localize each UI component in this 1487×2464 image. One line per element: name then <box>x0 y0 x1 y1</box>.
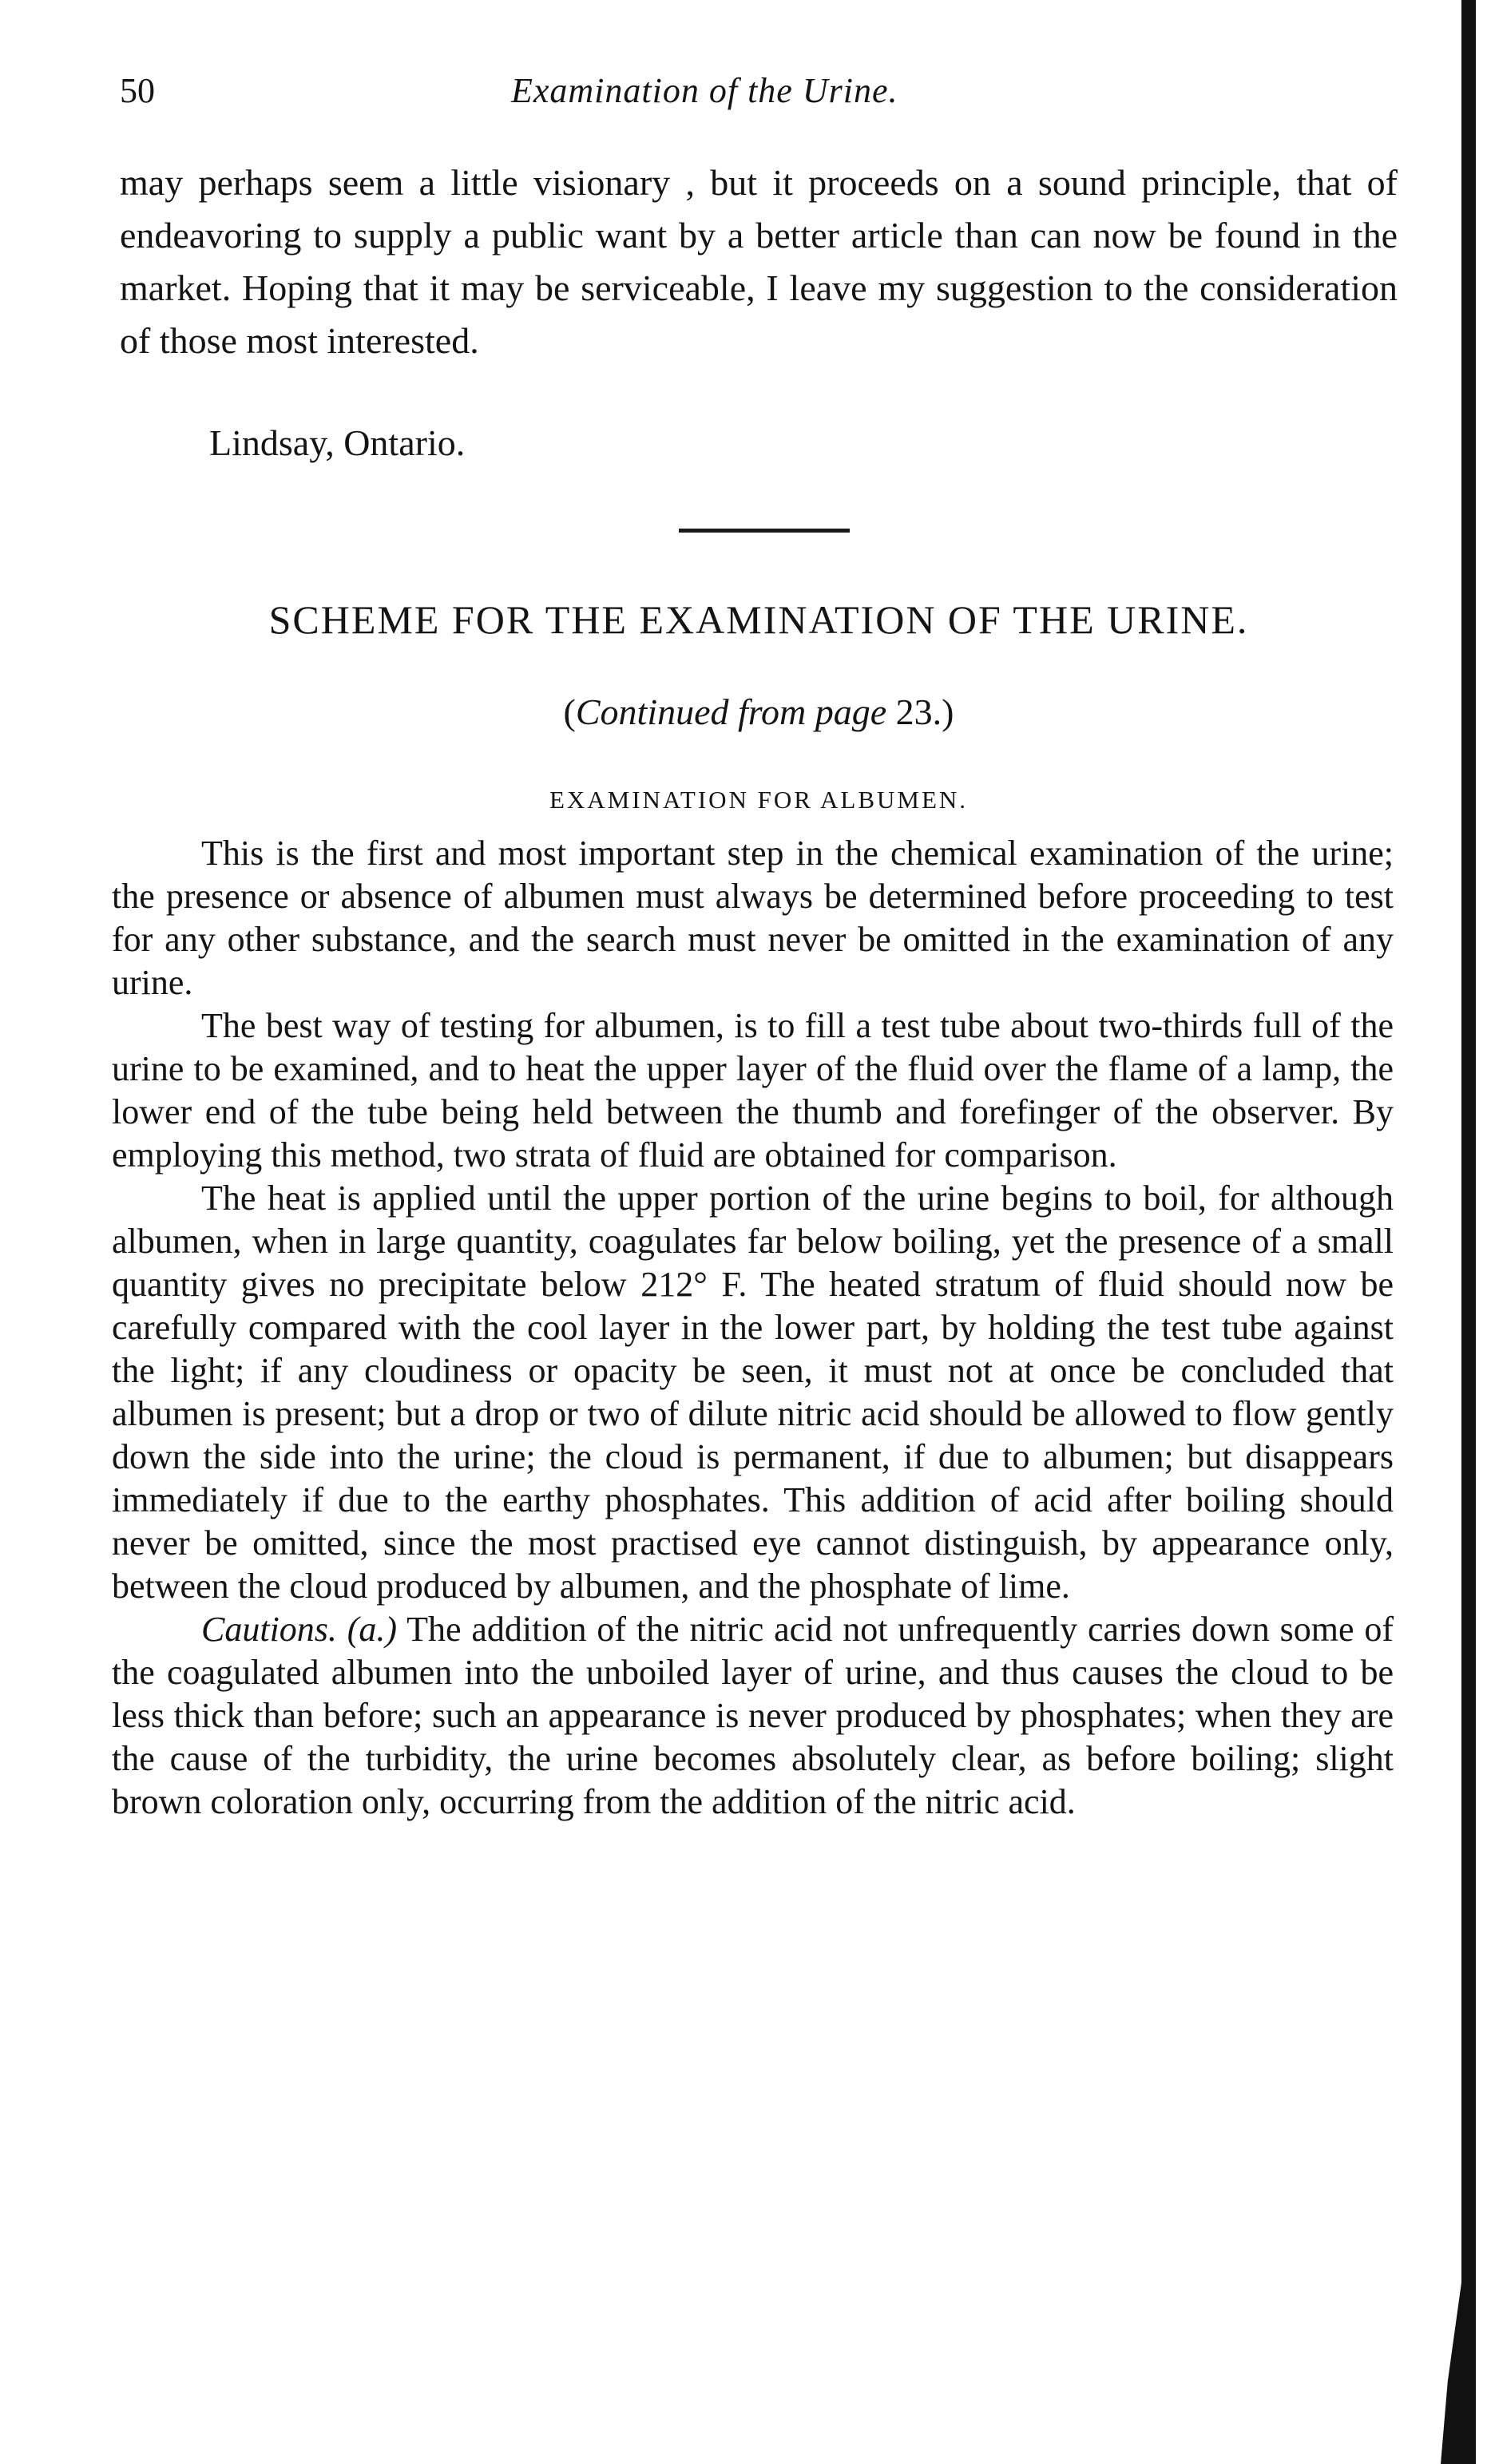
subtitle-page-ref: 23.) <box>886 691 954 732</box>
body-paragraph <box>112 1608 1394 1824</box>
signoff-location: Lindsay, Ontario. <box>209 422 466 463</box>
page-binding-shadow <box>1441 2280 1476 2464</box>
continuation-paragraph: may perhaps seem a little visionary , but it proceeds on a sound principle, that of endeavoring to supply a public want by a better article than can now be found in the market. Hoping that it may be serviceable, I leave my suggestion to the consideration of those most interested. <box>120 162 1398 361</box>
cautions-text: The addition of the nitric acid not unfrequently carries down some of the coagulated albumen into the unboiled layer of urine, and thus causes the cloud to be less thick than before; such an appearance is never produced by phosphates; when they are the cause of the turbidity, the urine becomes absolutely clear, as before boiling; slight brown coloration only, occurring from the addition of the nitric acid. <box>112 1610 1394 1821</box>
page-binding-edge <box>1461 0 1476 2464</box>
article-title: SCHEME FOR THE EXAMINATION OF THE URINE. <box>268 597 1249 642</box>
subtitle-italic: Continued from page <box>575 691 887 732</box>
page-header <box>0 70 1487 118</box>
cautions-lead: Cautions. (a.) <box>201 1610 398 1649</box>
body-paragraph: This is the first and most important step in the chemical examination of the urine; the presence or absence of albumen must always be determined before proceeding to test for any other substance, and the search must never be omitted in the examination of any urine. <box>112 834 1394 1002</box>
article-body <box>112 832 1394 1824</box>
body-paragraph: The best way of testing for albumen, is to fill a test tube about two-thirds full of the urine to be examined, and to heat the upper layer of the fluid over the flame of a lamp, the lower end of the tube being held between the thumb and forefinger of the observer. By employing this method, two strata of fluid are obtained for comparison. <box>112 1006 1394 1175</box>
subtitle-open-paren: ( <box>563 691 576 732</box>
body-paragraph: The heat is applied until the upper portion of the urine begins to boil, for although albumen, when in large quantity, coagulates far below boiling, yet the presence of a small quantity gives no precipitate below 212° F. The heated stratum of fluid should now be carefully compared with the cool layer in the lower part, by holding the test tube against the light; if any cloudiness or opacity be seen, it must not at once be concluded that albumen is present; but a drop or two of dilute nitric acid should be allowed to flow gently down the side into the urine; the cloud is permanent, if due to albumen; but disappears immediately if due to the earthy phosphates. This addition of acid after boiling should never be omitted, since the most practised eye cannot distinguish, by appearance only, between the cloud produced by albumen, and the phosphate of lime. <box>112 1179 1394 1606</box>
article-subtitle <box>120 688 1398 736</box>
running-head: Examination of the Urine. <box>511 71 898 110</box>
page-number: 50 <box>120 71 155 110</box>
section-heading: EXAMINATION FOR ALBUMEN. <box>549 786 969 814</box>
section-divider-rule <box>679 529 850 533</box>
